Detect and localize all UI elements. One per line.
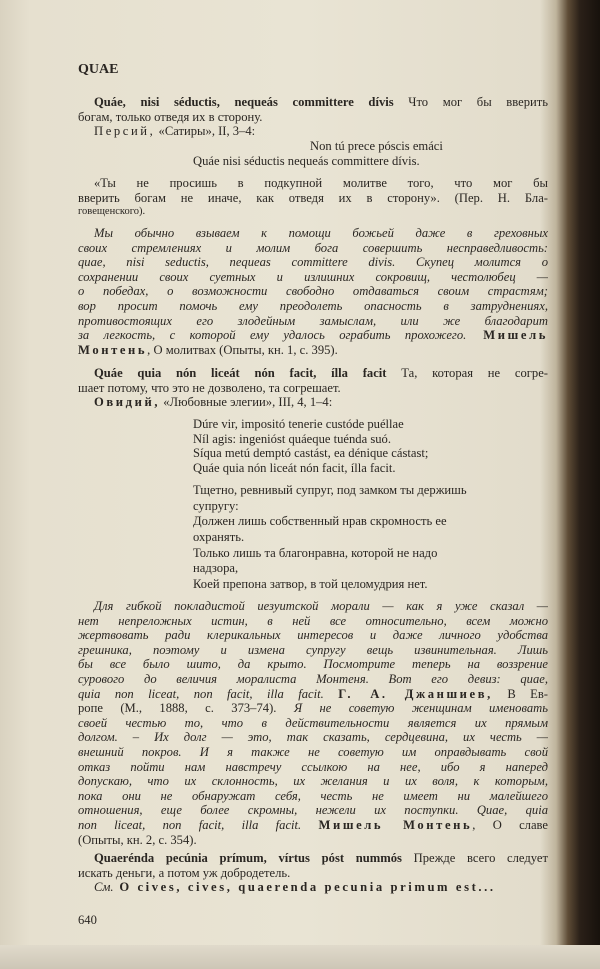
verse-line-cont: охранять. bbox=[193, 530, 245, 545]
citation-source: , О молитвах (Опыты, кн. 1, с. 395). bbox=[147, 342, 338, 357]
text-line: бы все было шито, да крыто. Посмотрите теперь на воззрение bbox=[78, 657, 548, 672]
source-work: «Сатиры», II, 3–4: bbox=[155, 124, 256, 139]
source-line bbox=[78, 124, 548, 139]
source-line bbox=[78, 395, 548, 410]
latin-quote: quia non liceat, non facit, illa facit. bbox=[78, 686, 339, 701]
latin-verse bbox=[193, 417, 548, 475]
entry-headline bbox=[78, 851, 548, 866]
russian-verse bbox=[193, 483, 548, 593]
text-line: сохранении своих суетных и излишних сокровищ, честолюбец — bbox=[78, 269, 548, 284]
text-line: внешний покров. И я также не советую им оправдывать свой bbox=[78, 744, 548, 759]
citation-source: , О славе bbox=[472, 817, 548, 832]
source-author: Персий, bbox=[94, 124, 156, 139]
text-line: пока они не обнаружат себя, честь не имеет ни малейшего bbox=[78, 788, 548, 803]
text-line: quae, nisi seductis, nequeas committere divis. Скупец молится о bbox=[78, 255, 548, 270]
translation-cont: шает потому, что это не дозволено, та согрешает. bbox=[78, 380, 341, 395]
text-line: своей честью то, что в действительности является их прямым bbox=[78, 715, 548, 730]
commentary-text: за легкость, с которой ему удалось ограбить прохожего. bbox=[78, 328, 467, 343]
translation-cont: искать деньги, а потом уж добродетель. bbox=[78, 865, 291, 880]
verse-line: Коей препона затвор, в той целомудрия нет. bbox=[193, 577, 428, 592]
text-line: нет непреложных истин, в ней все относительно, всем можно bbox=[78, 613, 548, 628]
text-line: (Опыты, кн. 2, с. 354). bbox=[78, 832, 197, 847]
source-work: «Любовные элегии», III, 4, 1–4: bbox=[160, 395, 333, 410]
text-line: отношения, еще более скромны, нежели их поступки. Quae, quia bbox=[78, 803, 548, 818]
verse-line: Non tú prece póscis emáci bbox=[310, 139, 443, 153]
latin-quote: non liceat, non facit, illa facit. bbox=[78, 817, 319, 832]
source-author: Овидий, bbox=[94, 395, 161, 410]
citation-author: Мишель Монтень bbox=[318, 817, 473, 832]
text-line: допускаю, что их склонность, их желания и их воля, к которым, bbox=[78, 774, 548, 789]
text-line: жертвовать ради клерикальных интересов и даже личного удобства bbox=[78, 628, 548, 643]
verse-line: Только лишь та благонравна, которой не надо bbox=[193, 545, 438, 560]
citation-source: ропе (М., 1888, с. 373–74). bbox=[78, 701, 294, 716]
page-bottom-edge bbox=[0, 945, 600, 969]
text-line: отказ пойти нам навстречу ссылкою на нее, ибо я наперед bbox=[78, 759, 548, 774]
latin-verse bbox=[78, 139, 548, 168]
lemma: Quaerénda pecúnia prímum, vírtus póst nummós bbox=[94, 851, 402, 865]
verse-line: Тщетно, ревнивый супруг, под замком ты держишь bbox=[193, 483, 467, 497]
text-line: долгом. – Их долг — это, так сказать, сердцевина, их честь — bbox=[78, 730, 548, 745]
text-line bbox=[78, 701, 548, 716]
verse-line-cont: надзора, bbox=[193, 561, 239, 576]
verse-line: Quáe nisi séductis nequeás committere dívis. bbox=[193, 153, 420, 168]
translation-cont: богам, только отведя их в сторону. bbox=[78, 109, 263, 124]
russian-translation bbox=[78, 176, 548, 220]
text-line: сурового до величия моралиста Монтеня. Вот его девиз: quae, bbox=[78, 671, 548, 686]
entry-headline bbox=[78, 366, 548, 381]
lemma: Quáe, nisi séductis, nequeás committere dívis bbox=[94, 95, 394, 109]
verse-line: Quáe quia nón liceát nón facit, ílla facit. bbox=[193, 460, 396, 475]
commentary bbox=[78, 226, 548, 357]
text-line: Для гибкой покладистой иезуитской морали — как я уже сказал — bbox=[94, 599, 548, 613]
commentary bbox=[78, 599, 548, 847]
cross-reference bbox=[78, 880, 548, 895]
verse-line: Должен лишь собственный нрав скромность ее bbox=[193, 514, 447, 529]
entry-quaerenda bbox=[78, 851, 548, 895]
verse-line: Níl agis: ingenióst quáeque tuénda suó. bbox=[193, 431, 391, 446]
text-line: «Ты не просишь в подкупной молитве того, что мог бы bbox=[94, 176, 548, 190]
text-line bbox=[78, 343, 548, 358]
see-reference: O cives, cives, quaerenda pecunia primum est... bbox=[113, 880, 496, 895]
text-line: вор просит помочь ему преодолеть опасность в затруднениях, bbox=[78, 298, 548, 313]
page-number: 640 bbox=[78, 913, 97, 927]
text-line: своих стремлениях и молим бога совершить несправедливость: bbox=[78, 240, 548, 255]
text-line: Мы обычно взываем к помощи божьей даже в греховных bbox=[94, 226, 548, 240]
verse-line: Síqua metú demptó castást, ea dénique cástast; bbox=[193, 446, 429, 461]
text-line bbox=[78, 687, 548, 702]
entry-quae-quia bbox=[78, 366, 548, 410]
text-line: грешника, поэтому и измена супругу вещь извинительная. Лишь bbox=[78, 642, 548, 657]
verse-line-cont: супругу: bbox=[193, 498, 239, 513]
entry-headline bbox=[78, 95, 548, 110]
citation-author: Монтень bbox=[78, 342, 148, 357]
see-label: См. bbox=[94, 880, 114, 895]
running-header: QUAE bbox=[78, 62, 119, 77]
text-line: вверить богам не иначе, как отведя их в сторону». (Пер. Н. Бла- bbox=[78, 190, 548, 205]
translation: Прежде всего следует bbox=[401, 851, 548, 865]
verse-line: Dúre vir, impositó tenerie custóde puéllae bbox=[193, 417, 404, 431]
translation: Что мог бы вверить bbox=[393, 95, 548, 109]
translation: Та, которая не согре- bbox=[386, 366, 548, 380]
commentary-text: Я не советую женщинам именовать bbox=[293, 701, 548, 716]
citation-author: Г. А. Джаншиев, bbox=[338, 686, 493, 701]
text-line: о победах, о возможности свободно отдаваться своим страстям; bbox=[78, 284, 548, 299]
text-line: противостоящих его злодейным замыслам, или же благодарит bbox=[78, 313, 548, 328]
text-line: говещенского). bbox=[78, 206, 146, 218]
citation-source: В Ев- bbox=[492, 686, 548, 701]
text-line bbox=[78, 328, 548, 343]
citation-author: Мишель bbox=[466, 328, 548, 343]
entry-quae-nisi bbox=[78, 95, 548, 139]
text-line bbox=[78, 818, 548, 833]
lemma: Quáe quia nón liceát nón facit, ílla facit bbox=[94, 366, 387, 380]
